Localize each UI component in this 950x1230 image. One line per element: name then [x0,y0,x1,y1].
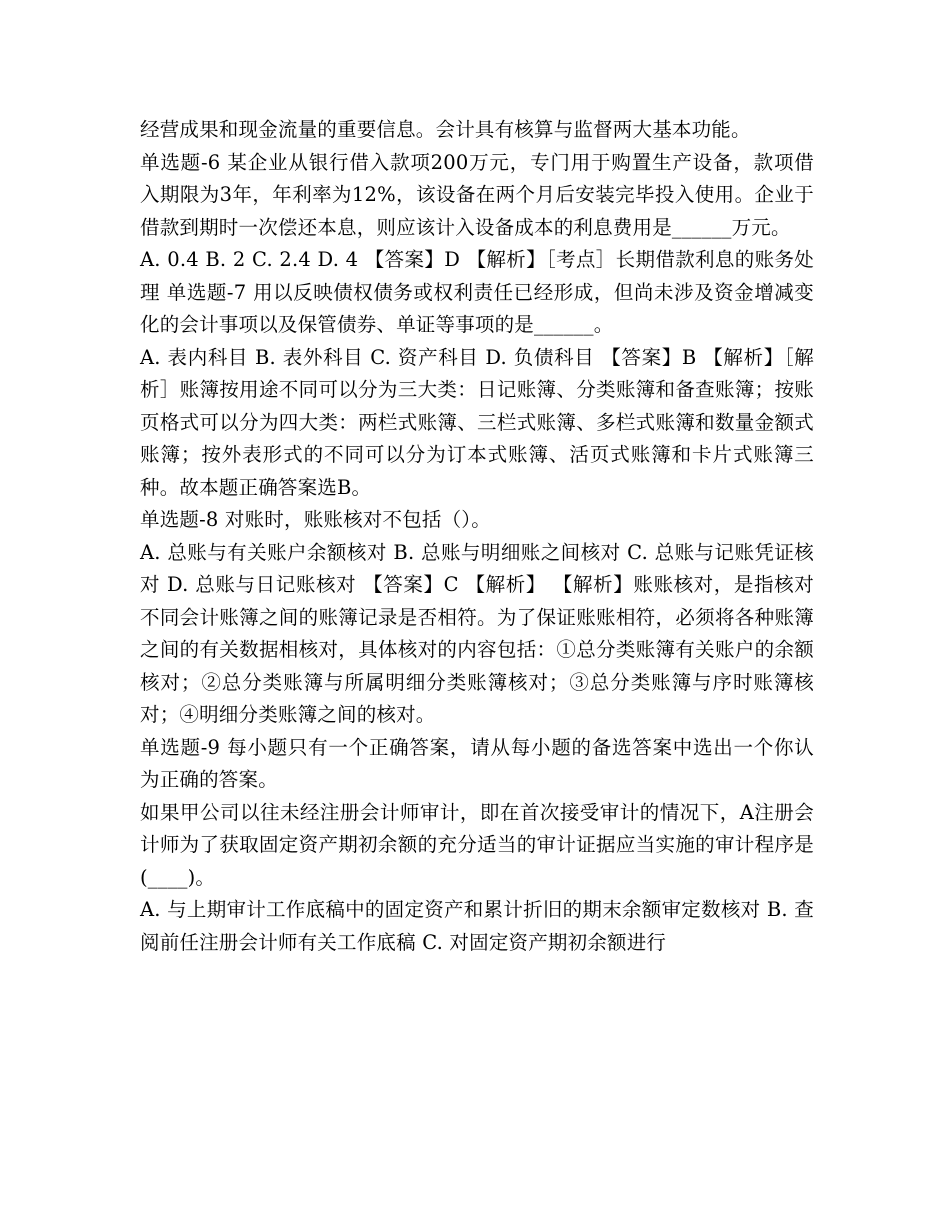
document-body [140,114,814,959]
question-7-options-answer: A. 表内科目 B. 表外科目 C. 资产科目 D. 负债科目 【答案】B 【解析】［解析］账簿按用途不同可以分为三大类：日记账簿、分类账簿和备查账簿；按账页格式可以分为四大类：两栏式账簿、三栏式账簿、多栏式账簿和数量金额式账簿；按外表形式的不同可以分为订本式账簿、活页式账簿和卡片式账簿三种。故本题正确答案选B。 [140,345,814,499]
question-9-instructions: 单选题-9 每小题只有一个正确答案，请从每小题的备选答案中选出一个你认为正确的答案。 [140,735,814,791]
question-6: 单选题-6 某企业从银行借入款项200万元，专门用于购置生产设备，款项借入期限为3年，年利率为12%，该设备在两个月后安装完毕投入使用。企业于借款到期时一次偿还本息，则应该计入设备成本的利息费用是______万元。 [140,150,814,239]
paragraph-continuation: 经营成果和现金流量的重要信息。会计具有核算与监督两大基本功能。 [140,118,751,141]
question-8-options-answer: A. 总账与有关账户余额核对 B. 总账与明细账之间核对 C. 总账与记账凭证核对 D. 总账与日记账核对 【答案】C 【解析】 【解析】账账核对，是指核对不同会计账簿之间的账簿记录是否相符。为了保证账账相符，必须将各种账簿之间的有关数据相核对，具体核对的内容包括：①总分类账簿有关账户的余额核对；②总分类账簿与所属明细分类账簿核对；③总分类账簿与序时账簿核对；④明细分类账簿之间的核对。 [140,540,814,726]
question-8: 单选题-8 对账时，账账核对不包括（）。 [140,508,491,531]
question-6-options-and-question-7: A. 0.4 B. 2 C. 2.4 D. 4 【答案】D 【解析】［考点］长期借款利息的账务处理 单选题-7 用以反映债权债务或权利责任已经形成，但尚未涉及资金增减变化的会计事项以及保管债券、单证等事项的是______。 [140,248,814,336]
question-9-stem: 如果甲公司以往未经注册会计师审计，即在首次接受审计的情况下，A注册会计师为了获取固定资产期初余额的充分适当的审计证据应当实施的审计程序是(____)。 [140,800,814,889]
question-9-options: A. 与上期审计工作底稿中的固定资产和累计折旧的期末余额审定数核对 B. 查阅前任注册会计师有关工作底稿 C. 对固定资产期初余额进行 [140,898,814,954]
